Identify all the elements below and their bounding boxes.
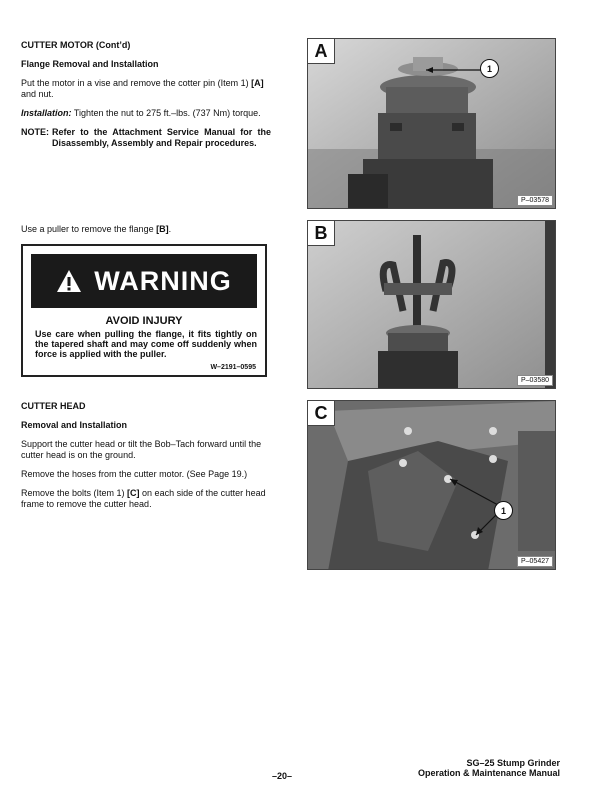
figure-a-photo — [307, 38, 556, 209]
warning-box — [21, 244, 267, 377]
paragraph: Put the motor in a vise and remove the cotter pin (Item 1) [A] and nut. — [21, 78, 264, 99]
callout-number: 1 — [480, 59, 499, 78]
warning-header — [31, 254, 257, 308]
warning-code: W–2191–0595 — [210, 364, 256, 371]
warning-triangle-icon — [56, 269, 82, 293]
puller-on-flange-illustration — [308, 221, 556, 389]
subsection-title: Flange Removal and Installation — [21, 59, 159, 69]
paragraph: Remove the bolts (Item 1) [C] on each side of the cutter head frame to remove the cutter head. — [21, 488, 266, 509]
note-text: Refer to the Attachment Service Manual for the Disassembly, Assembly and Repair procedures. — [52, 127, 271, 148]
cutter-head-section — [21, 401, 271, 510]
section-title: CUTTER HEAD — [21, 401, 86, 411]
section-title: CUTTER MOTOR (Cont’d) — [21, 40, 131, 50]
puller-paragraph: Use a puller to remove the flange [B]. — [21, 224, 172, 234]
figure-ref: [B] — [156, 224, 169, 234]
figure-letter: A — [308, 39, 335, 64]
cutter-head-frame-illustration — [308, 401, 556, 570]
note-label: NOTE: — [21, 127, 49, 137]
installation-label: Installation: — [21, 108, 72, 118]
warning-body: Use care when pulling the flange, it fits tightly on the tapered shaft and may come off suddenly when force is applied with the puller. — [35, 329, 257, 359]
installation-paragraph: Installation: Tighten the nut to 275 ft.–lbs. (737 Nm) torque. — [21, 108, 261, 118]
warning-subtitle: AVOID INJURY — [105, 315, 183, 327]
paragraph: Remove the hoses from the cutter motor. (See Page 19.) — [21, 469, 248, 479]
figure-letter: C — [308, 401, 335, 426]
figure-b-photo — [307, 220, 556, 389]
callout-leader-line — [426, 65, 486, 75]
warning-title: WARNING — [94, 265, 232, 296]
subsection-title: Removal and Installation — [21, 420, 128, 430]
cutter-motor-section — [21, 40, 271, 149]
manual-title: SG–25 Stump Grinder Operation & Maintenance Manual — [417, 758, 560, 778]
page-number: –20– — [272, 771, 293, 781]
figure-ref: [C] — [127, 488, 140, 498]
photo-code: P–05427 — [517, 556, 553, 567]
paragraph: Support the cutter head or tilt the Bob–Tach forward until the cutter head is on the ground. — [21, 439, 262, 460]
figure-letter: B — [308, 221, 335, 246]
figure-ref: [A] — [251, 78, 264, 88]
note — [21, 127, 271, 149]
figure-c-photo — [307, 400, 556, 570]
callout-number: 1 — [494, 501, 513, 520]
photo-code: P–03580 — [517, 375, 553, 386]
photo-code: P–03578 — [517, 195, 553, 206]
